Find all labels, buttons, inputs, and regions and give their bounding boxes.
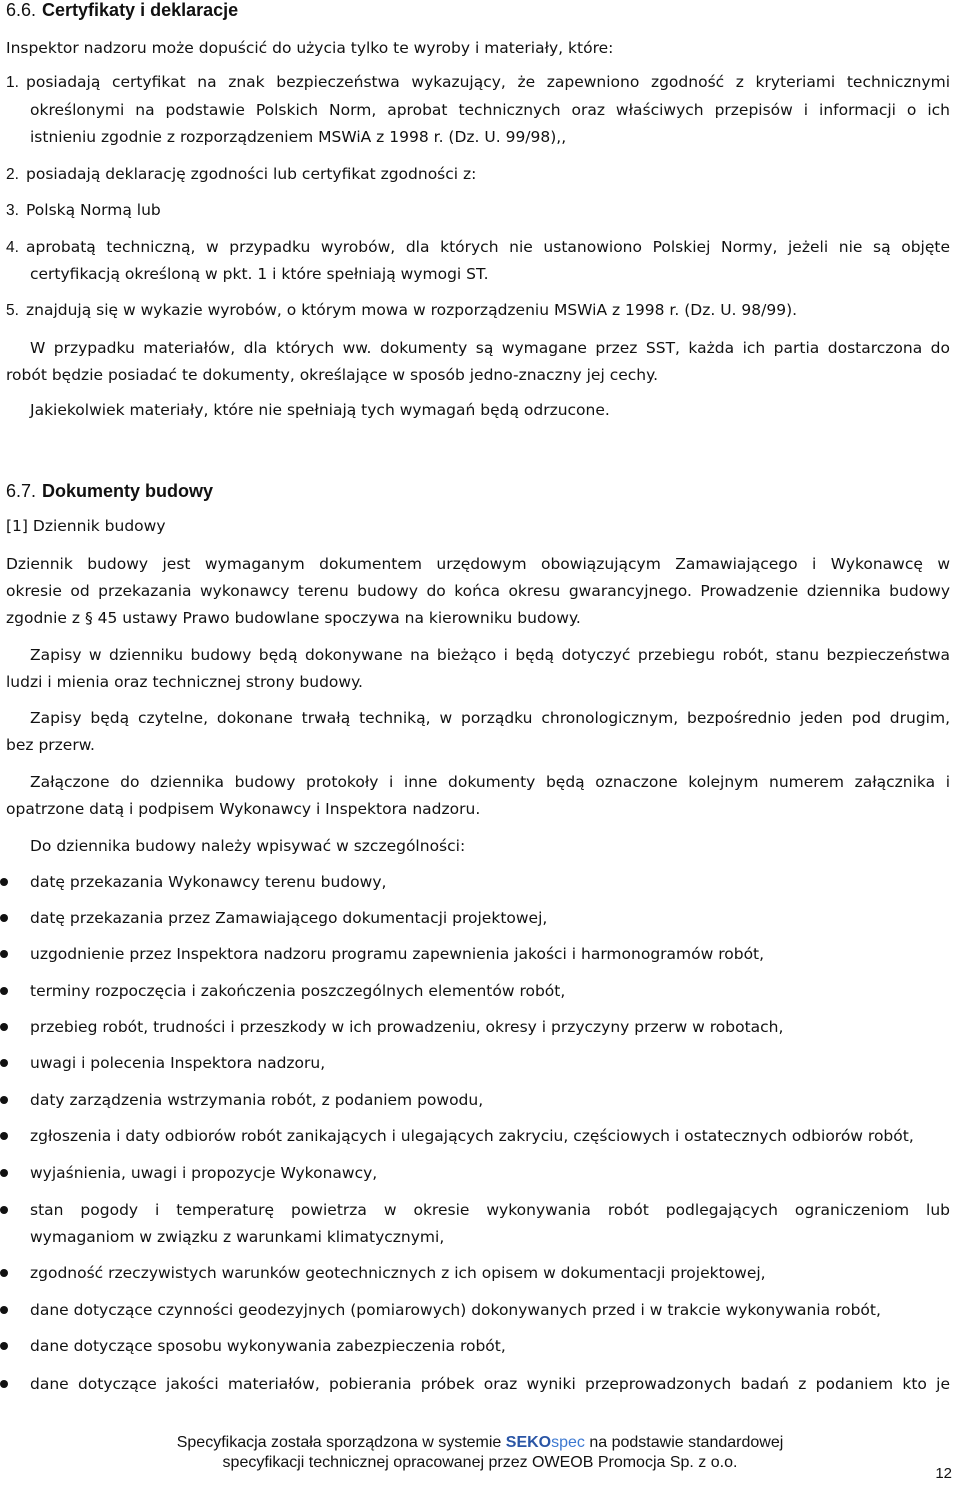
list-item-4-line-1: 4. aprobatą techniczną, w przypadku wyrobów, dla których nie ustanowiono Polskiej Normy, jeżeli nie są objęte bbox=[6, 238, 950, 256]
paragraph-4-line-1: Załączone do dziennika budowy protokoły i inne dokumenty będą oznaczone kolejnym numerem załącznika i bbox=[30, 773, 950, 791]
list-item-number: 4. bbox=[6, 239, 19, 256]
paragraph-1-line-1: Dziennik budowy jest wymaganym dokumentem urzędowym obowiązującym Zamawiającego i Wykonawcę w bbox=[6, 555, 950, 573]
list-item-1-line-3: istnieniu zgodnie z rozporządzeniem MSWiA z 1998 r. (Dz. U. 99/98),, bbox=[30, 128, 567, 146]
list-item-number: 2. bbox=[6, 166, 19, 183]
list-item: dane dotyczące czynności geodezyjnych (pomiarowych) dokonywanych przed i w trakcie wykonywania robót, bbox=[30, 1301, 881, 1319]
bullet-icon bbox=[0, 1096, 8, 1104]
list-item-number: 3. bbox=[6, 202, 19, 219]
paragraph-4-line-2: opatrzone datą i podpisem Wykonawcy i Inspektora nadzoru. bbox=[6, 800, 481, 818]
bullet-icon bbox=[0, 950, 8, 958]
section-number: 6.7. bbox=[6, 481, 37, 501]
materials-paragraph-line-1: W przypadku materiałów, dla których ww. dokumenty są wymagane przez SST, każda ich partia dostarczona do bbox=[30, 339, 950, 357]
paragraph-2-line-2: ludzi i mienia oraz technicznej strony budowy. bbox=[6, 673, 363, 691]
list-item-1-line-2: określonymi na podstawie Polskich Norm, aprobat technicznych oraz właściwych przepisów i informacji o ich bbox=[30, 101, 950, 119]
bullet-icon bbox=[0, 1306, 8, 1314]
list-item-number: 1. bbox=[6, 74, 19, 91]
bullet-icon bbox=[0, 1269, 8, 1277]
sekospec-logo: SEKOspec bbox=[505, 1434, 585, 1451]
list-item: stan pogody i temperaturę powietrza w okresie wykonywania robót podlegających ograniczeniom lub bbox=[30, 1201, 950, 1219]
list-item-2: 2. posiadają deklarację zgodności lub certyfikat zgodności z: bbox=[6, 165, 477, 183]
bullet-icon bbox=[0, 1059, 8, 1067]
section-title: Certyfikaty i deklaracje bbox=[42, 0, 239, 20]
paragraph-2-line-1: Zapisy w dzienniku budowy będą dokonywane na bieżąco i będą dotyczyć przebiegu robót, stanu bezpieczeństwa bbox=[30, 646, 950, 664]
bullet-icon bbox=[0, 1132, 8, 1140]
paragraph-3-line-1: Zapisy będą czytelne, dokonane trwałą techniką, w porządku chronologicznym, bezpośrednio jeden pod drugim, bbox=[30, 709, 950, 727]
list-item: terminy rozpoczęcia i zakończenia poszczególnych elementów robót, bbox=[30, 982, 566, 1000]
bullet-icon bbox=[0, 1206, 8, 1214]
list-item: przebieg robót, trudności i przeszkody w ich prowadzeniu, okresy i przyczyny przerw w robotach, bbox=[30, 1018, 784, 1036]
list-item: zgłoszenia i daty odbiorów robót zanikających i ulegających zakryciu, częściowych i ostatecznych odbiorów robót, bbox=[30, 1127, 914, 1145]
rejection-paragraph: Jakiekolwiek materiały, które nie spełniają tych wymagań będą odrzucone. bbox=[30, 401, 610, 419]
footer-line-2: specyfikacji technicznej opracowanej przez OWEOB Promocja Sp. z o.o. bbox=[222, 1454, 738, 1471]
list-item: uwagi i polecenia Inspektora nadzoru, bbox=[30, 1054, 326, 1072]
page-number: 12 bbox=[935, 1465, 952, 1482]
list-item-3: 3. Polską Normą lub bbox=[6, 201, 161, 219]
materials-paragraph-line-2: robót będzie posiadać te dokumenty, określające w sposób jedno-znaczny jej cechy. bbox=[6, 366, 658, 384]
bullet-icon bbox=[0, 1023, 8, 1031]
section-number: 6.6. bbox=[6, 0, 37, 20]
list-item-continuation: wymaganiom w związku z warunkami klimatycznymi, bbox=[30, 1228, 445, 1246]
paragraph-1-line-2: okresie od przekazania wykonawcy terenu budowy do końca okresu gwarancyjnego. Prowadzenie dziennika budowy bbox=[6, 582, 950, 600]
paragraph-1-line-3: zgodnie z § 45 ustawy Prawo budowlane spoczywa na kierowniku budowy. bbox=[6, 609, 581, 627]
paragraph-3-line-2: bez przerw. bbox=[6, 736, 95, 754]
footer-line-1: Specyfikacja została sporządzona w systemie SEKOspec na podstawie standardowej bbox=[176, 1434, 784, 1451]
list-item: uzgodnienie przez Inspektora nadzoru programu zapewnienia jakości i harmonogramów robót, bbox=[30, 945, 765, 963]
list-item: zgodność rzeczywistych warunków geotechnicznych z ich opisem w dokumentacji projektowej, bbox=[30, 1264, 766, 1282]
bullet-icon bbox=[0, 987, 8, 995]
section-title: Dokumenty budowy bbox=[42, 481, 214, 501]
list-intro: Do dziennika budowy należy wpisywać w szczególności: bbox=[30, 837, 466, 855]
list-item: dane dotyczące sposobu wykonywania zabezpieczenia robót, bbox=[30, 1337, 506, 1355]
section-6-7-heading bbox=[6, 481, 213, 501]
bullet-icon bbox=[0, 914, 8, 922]
list-item: datę przekazania przez Zamawiającego dokumentacji projektowej, bbox=[30, 909, 548, 927]
list-item-4-line-2: certyfikacją określoną w pkt. 1 i które spełniają wymogi ST. bbox=[30, 265, 489, 283]
list-item: wyjaśnienia, uwagi i propozycje Wykonawcy, bbox=[30, 1164, 378, 1182]
section-6-6-heading bbox=[6, 0, 238, 20]
list-item-5: 5. znajdują się w wykazie wyrobów, o którym mowa w rozporządzeniu MSWiA z 1998 r. (Dz. U. 98/99). bbox=[6, 301, 798, 319]
bullet-icon bbox=[0, 1169, 8, 1177]
bullet-icon bbox=[0, 1380, 8, 1388]
intro-text: Inspektor nadzoru może dopuścić do użycia tylko te wyroby i materiały, które: bbox=[6, 39, 614, 57]
list-item-1-line-1: 1. posiadają certyfikat na znak bezpieczeństwa wykazujący, że zapewniono zgodność z kryteriami technicznymi bbox=[6, 73, 950, 91]
list-item: daty zarządzenia wstrzymania robót, z podaniem powodu, bbox=[30, 1091, 484, 1109]
list-item: dane dotyczące jakości materiałów, pobierania próbek oraz wyniki przeprowadzonych badań z podaniem kto je bbox=[30, 1375, 950, 1393]
list-item-number: 5. bbox=[6, 302, 19, 319]
list-item: datę przekazania Wykonawcy terenu budowy, bbox=[30, 873, 387, 891]
subheading-dziennik-budowy: [1] Dziennik budowy bbox=[6, 517, 166, 535]
bullet-icon bbox=[0, 878, 8, 886]
bullet-icon bbox=[0, 1342, 8, 1350]
